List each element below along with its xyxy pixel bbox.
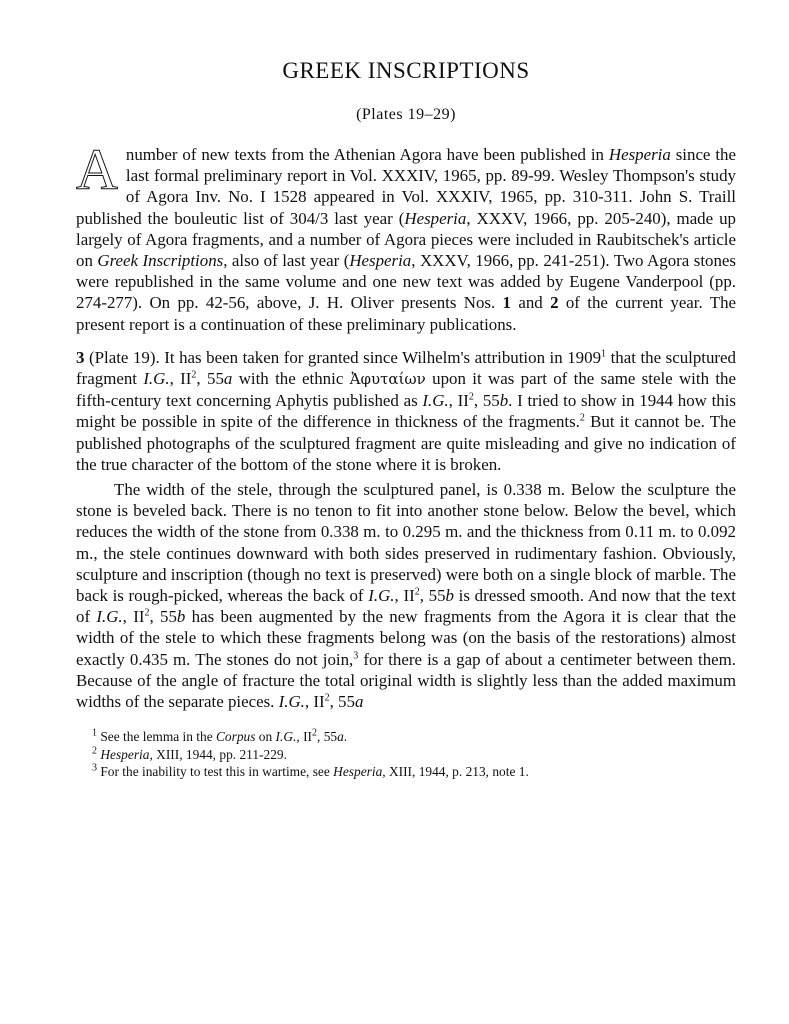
footnote-ref-3: 3 — [353, 650, 359, 662]
footnote-3: $^3$ For the inability to test this in wartime, see Hesperia, XIII, 1944, p. 213, note 1. — [92, 762, 529, 780]
intro-paragraph: A number of new texts from the Athenian Agora have been published in Hesperia since the last formal preliminary report in Vol. XXXIV, 1965, pp. 89-99. Wesley Thompson's study of Agora Inv. No. I 1528 appeared in Vol. XXXIV, 1965, pp. 310-311. John S. Traill published the bouleutic list of 304/3 last year (Hesperia, XXXV, 1966, pp. 205-240), made up largely of Agora fragments, and a number of Agora pieces were included in Raubitschek's article on Greek Inscriptions, also of last year (Hesperia, XXXV, 1966, pp. 241-251). Two Agora stones were republished in the same volume and one new text was added by Eugene Vanderpool (pp. 274-277). On pp. 42-56, above, J. H. Oliver presents Nos. 1 and 2 of the current year. The present report is a continuation of these preliminary publications. — [76, 137, 737, 334]
footnotes — [76, 728, 736, 781]
page — [76, 58, 736, 781]
footnote-ref-1: 1 — [601, 348, 607, 360]
section-number: 3 — [76, 347, 85, 367]
page-title: GREEK INSCRIPTIONS — [282, 58, 530, 83]
greek-ethnic: Ἀφυταίων — [349, 370, 426, 389]
footnote-2: $^2$ Hesperia, XIII, 1944, pp. 211-229. — [92, 745, 287, 762]
section-3-paragraph: 3 (Plate 19). It has been taken for granted since Wilhelm's attribution in 1909$^1$ that the sculptured fragment I.G., $II^2$, 55a with the ethnic Ἀφυταίων upon it was part of the same stele with the fifth-century text concerning Aphytis published as I.G., $II^2$, 55b. I tried to show in 1944 how this might be possible in spite of the difference in thickness of the fragments.$^2$ But it cannot be. The published photographs of the sculptured fragment are quite misleading and give no indication of the true character of the bottom of the stone where it is broken. — [76, 347, 736, 474]
drop-cap: A — [76, 137, 118, 202]
footnote-ref-2: 2 — [579, 412, 585, 424]
footnote-1: $^1$ See the lemma in the Corpus on I.G., $II^2$, 55a. — [92, 727, 348, 745]
plates-reference: (Plates 19–29) — [356, 106, 456, 123]
stele-width-paragraph: The width of the stele, through the sculptured panel, is 0.338 m. Below the sculpture the stone is beveled back. There is no tenon to fit into another stone below. Below the bevel, which reduces the width of the stone from 0.338 m. to 0.295 m. and the thickness from 0.11 m. to 0.092 m., the stele continues downward with both sides preserved in rudimentary fashion. Obviously, sculpture and inscription (though no text is preserved) were both on a single block of marble. The back is rough-picked, whereas the back of I.G., $II^2$, 55b is dressed smooth. And now that the text of I.G., $II^2$, 55b has been augmented by the new fragments from the Agora it is clear that the width of the stele to which these fragments belong was (on the basis of the restorations) almost exactly 0.435 m. The stones do not join,$^3$ for there is a gap of about a centimeter between them. Because of the angle of fracture the total original width is slightly less than the added maximum widths of the separate pieces. I.G., $II^2$, 55a — [76, 480, 737, 712]
section-3 — [76, 347, 736, 712]
